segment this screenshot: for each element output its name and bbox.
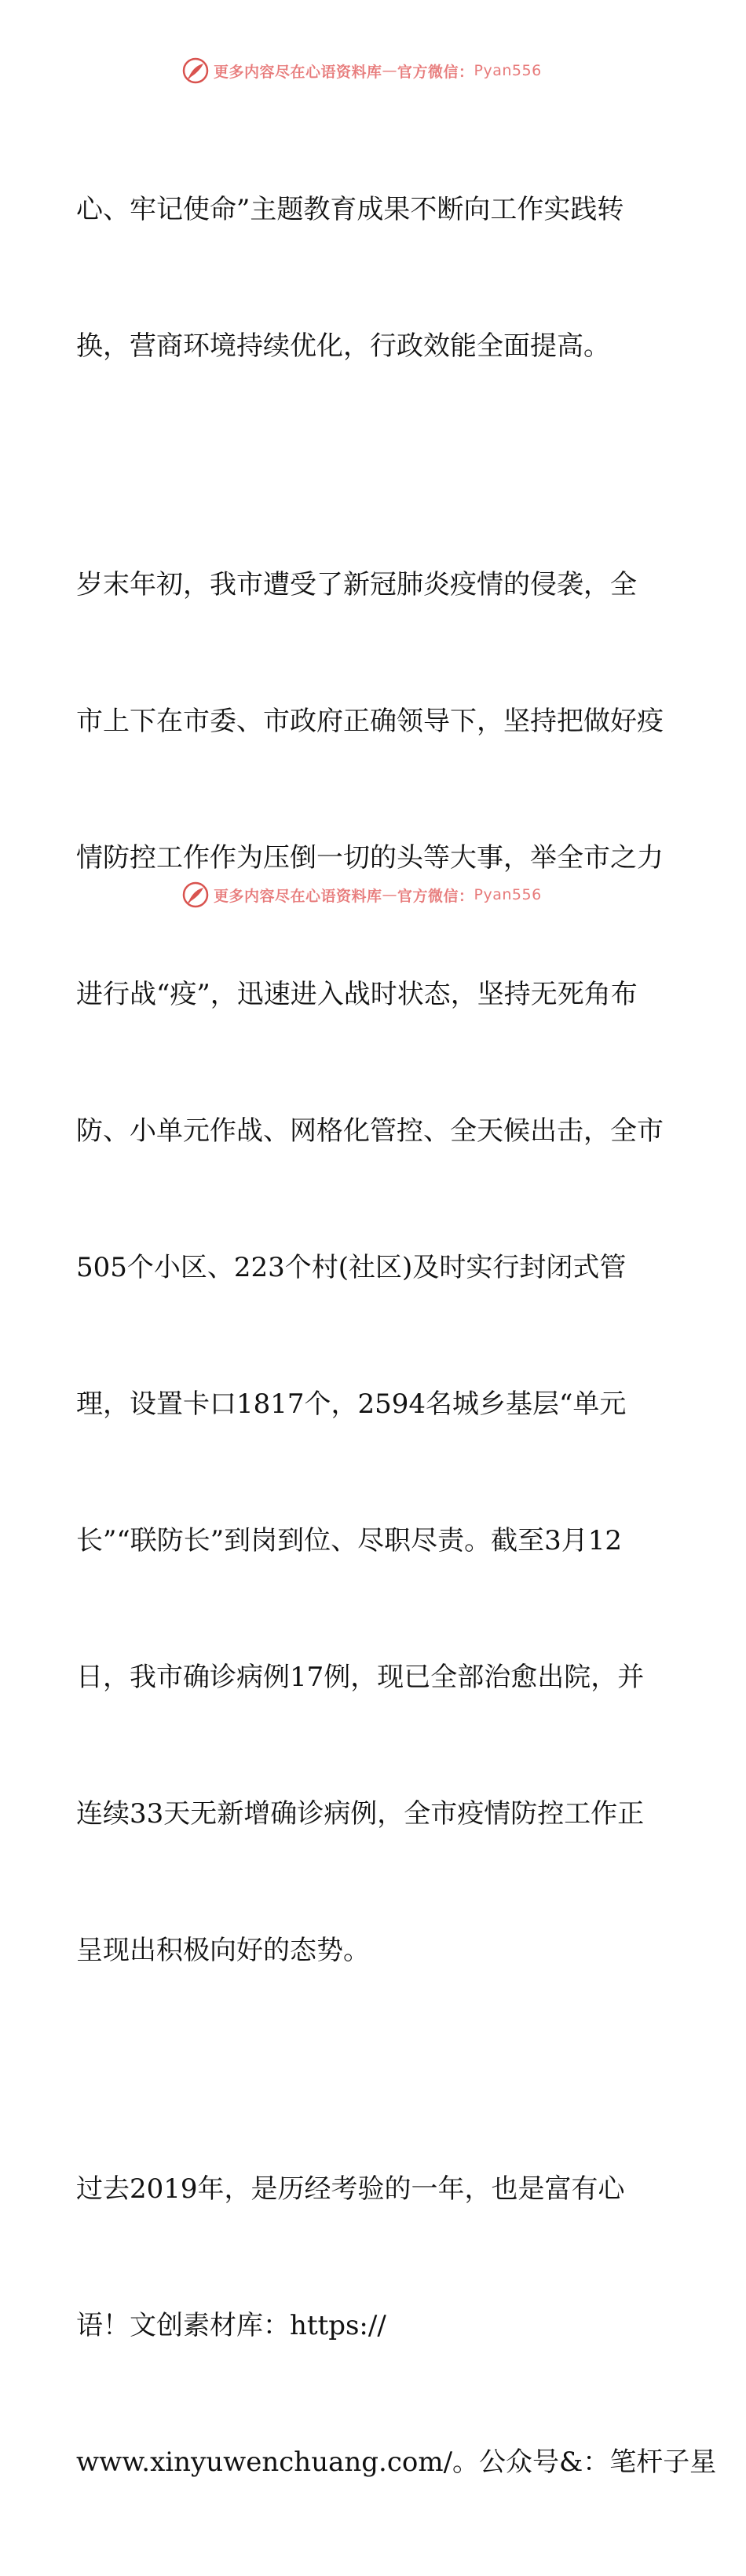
text-line: 防、小单元作战、网格化管控、全天候出击，全市 (76, 1115, 664, 1147)
watermark-wechat-id: Pyan556 (474, 62, 542, 79)
text-line: 换，营商环境持续优化，行政效能全面提高。 (76, 330, 610, 362)
text-line: 市上下在市委、市政府正确领导下，坚持把做好疫 (76, 706, 664, 737)
text-line[interactable]: www.xinyuwenchuang.com/。公众号&：笔杆子星 (76, 2446, 717, 2478)
watermark-separator: — (382, 886, 398, 903)
text-line: 连续33天无新增确诊病例，全市疫情防控工作正 (76, 1798, 645, 1830)
text-line: 日，我市确诊病例17例，现已全部治愈出院，并 (76, 1662, 645, 1693)
watermark-brand: 更多内容尽在心语资料库 (214, 887, 382, 905)
paragraph-2 (76, 471, 685, 2064)
document-body (76, 96, 717, 2576)
text-line: 505个小区、223个村(社区)及时实行封闭式管 (76, 1252, 627, 1283)
text-line: 呈现出积极向好的态势。 (76, 1935, 370, 1966)
text-line: 情防控工作作为压倒一切的头等大事，举全市之力 (76, 842, 664, 874)
quill-logo-icon (182, 881, 209, 908)
watermark-brand: 更多内容尽在心语资料库 (214, 63, 382, 81)
watermark-wechat-id: Pyan556 (474, 886, 542, 903)
watermark-wechat-label: 官方微信： (397, 887, 474, 905)
text-line[interactable]: 语！文创素材库：https:// (76, 2310, 386, 2341)
text-line: 岁末年初，我市遭受了新冠肺炎疫情的侵袭，全 (76, 569, 637, 600)
text-line: 长”“联防长”到岗到位、尽职尽责。截至3月12 (76, 1525, 623, 1556)
footer-watermark (182, 879, 591, 910)
quill-logo-icon (182, 57, 209, 84)
paragraph-3 (76, 2075, 717, 2576)
header-watermark (182, 55, 591, 86)
watermark-wechat-label: 官方微信： (397, 63, 474, 81)
text-line: 过去2019年，是历经考验的一年，也是富有心 (76, 2173, 625, 2205)
watermark-separator: — (382, 62, 398, 79)
text-line: 心、牢记使命”主题教育成果不断向工作实践转 (76, 194, 624, 225)
text-line: 进行战“疫”，迅速进入战时状态，坚持无死角布 (76, 979, 638, 1010)
paragraph-1 (76, 96, 685, 460)
text-line: 理，设置卡口1817个，2594名城乡基层“单元 (76, 1388, 627, 1420)
